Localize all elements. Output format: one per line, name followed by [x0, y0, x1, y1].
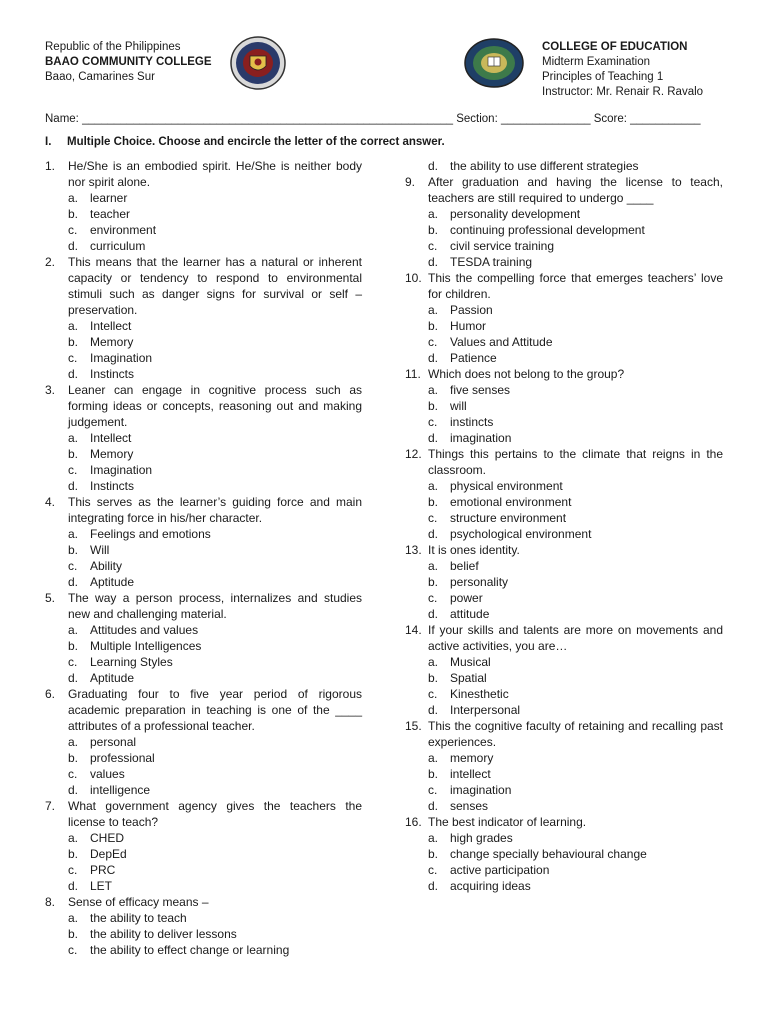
option-text: Passion: [450, 303, 493, 317]
option-letter: c.: [428, 415, 438, 429]
instructor-name: Instructor: Mr. Renair R. Ravalo: [542, 86, 704, 98]
option-text: LET: [90, 879, 113, 893]
option-text: Instincts: [90, 479, 135, 493]
answer-option[interactable]: [405, 782, 723, 798]
answer-option[interactable]: [405, 878, 723, 894]
question-text: The best indicator of learning.: [428, 815, 587, 829]
option-text: Interpersonal: [450, 703, 521, 717]
answer-option[interactable]: [45, 942, 362, 958]
option-letter: d.: [428, 255, 439, 269]
option-letter: a.: [68, 527, 79, 541]
answer-option[interactable]: [405, 494, 723, 510]
answer-option[interactable]: [45, 430, 362, 446]
course-header: [542, 40, 703, 100]
answer-option[interactable]: [405, 254, 723, 270]
option-text: values: [90, 767, 125, 781]
option-text: Values and Attitude: [450, 335, 553, 349]
answer-option[interactable]: [45, 910, 362, 926]
question-number: 11.: [405, 367, 421, 381]
answer-option[interactable]: [405, 302, 723, 318]
option-text: acquiring ideas: [450, 879, 531, 893]
option-text: attitude: [450, 607, 490, 621]
country-line: Republic of the Philippines: [45, 41, 181, 53]
question-number: 9.: [405, 175, 416, 189]
answer-option[interactable]: [405, 590, 723, 606]
option-text: DepEd: [90, 847, 127, 861]
option-letter: d.: [68, 367, 79, 381]
question-text: This serves as the learner’s guiding force and main integrating force in his/her character.: [68, 495, 362, 525]
question-6: [45, 686, 362, 734]
option-text: structure environment: [450, 511, 567, 525]
question-text: What government agency gives the teachers the license to teach?: [68, 799, 362, 829]
option-letter: d.: [68, 239, 79, 253]
option-letter: a.: [68, 735, 79, 749]
option-letter: b.: [68, 207, 79, 221]
option-text: the ability to effect change or learning: [90, 943, 290, 957]
answer-option[interactable]: [45, 318, 362, 334]
option-letter: d.: [428, 351, 439, 365]
option-text: physical environment: [450, 479, 563, 493]
question-number: 8.: [45, 895, 56, 909]
option-text: TESDA training: [450, 255, 533, 269]
option-text: curriculum: [90, 239, 146, 253]
answer-option[interactable]: [45, 862, 362, 878]
option-text: instincts: [450, 415, 494, 429]
answer-option[interactable]: [45, 526, 362, 542]
question-text: It is ones identity.: [428, 543, 520, 557]
question-text: After graduation and having the license to teach, teachers are still required to undergo ____: [428, 175, 723, 205]
answer-option[interactable]: [405, 750, 723, 766]
question-11: [405, 366, 723, 382]
question-8: [45, 894, 362, 910]
option-text: Learning Styles: [90, 655, 173, 669]
option-letter: b.: [68, 335, 79, 349]
answer-option[interactable]: [45, 638, 362, 654]
option-letter: c.: [68, 767, 78, 781]
option-text: imagination: [450, 783, 512, 797]
option-text: change specially behavioural change: [450, 847, 647, 861]
option-text: PRC: [90, 863, 116, 877]
option-text: civil service training: [450, 239, 555, 253]
question-7: [45, 798, 362, 830]
question-5: [45, 590, 362, 622]
question-number: 2.: [45, 255, 56, 269]
option-text: professional: [90, 751, 155, 765]
answer-option[interactable]: [405, 526, 723, 542]
question-text: Graduating four to five year period of rigorous academic preparation in teaching is one of the ____ attributes of a professional teacher.: [68, 687, 362, 733]
option-letter: a.: [428, 751, 439, 765]
answer-option[interactable]: [45, 462, 362, 478]
question-text: This the compelling force that emerges teachers’ love for children.: [428, 271, 723, 301]
question-3: [45, 382, 362, 430]
option-letter: a.: [68, 623, 79, 637]
question-text: Leaner can engage in cognitive process such as forming ideas or concepts, reasoning out and making judgement.: [68, 383, 362, 429]
question-12: [405, 446, 723, 478]
question-text: Which does not belong to the group?: [428, 367, 625, 381]
school-header: [45, 40, 212, 85]
option-text: continuing professional development: [450, 223, 645, 237]
option-text: Multiple Intelligences: [90, 639, 202, 653]
option-letter: b.: [428, 495, 439, 509]
option-letter: c.: [428, 239, 438, 253]
question-text: This the cognitive faculty of retaining and recalling past experiences.: [428, 719, 723, 749]
option-letter: a.: [68, 831, 79, 845]
question-text: He/She is an embodied spirit. He/She is neither body nor spirit alone.: [68, 159, 362, 189]
answer-option[interactable]: [405, 862, 723, 878]
option-letter: b.: [68, 751, 79, 765]
option-letter: c.: [428, 687, 438, 701]
option-letter: c.: [428, 511, 438, 525]
name-section-score-line: Name: __________________________________________________________ Section: ______________ Score: ___________: [45, 113, 701, 125]
question-14: [405, 622, 723, 654]
option-letter: c.: [428, 591, 438, 605]
answer-option[interactable]: [405, 334, 723, 350]
question-2: [45, 254, 362, 318]
option-text: belief: [450, 559, 479, 573]
question-10: [405, 270, 723, 302]
option-text: Instincts: [90, 367, 135, 381]
question-text: Sense of efficacy means –: [68, 895, 209, 909]
option-letter: b.: [68, 847, 79, 861]
option-text: memory: [450, 751, 494, 765]
question-number: 15.: [405, 719, 422, 733]
answer-option[interactable]: [405, 158, 723, 174]
school-name: BAAO COMMUNITY COLLEGE: [45, 56, 212, 68]
option-text: Feelings and emotions: [90, 527, 211, 541]
option-letter: d.: [428, 159, 439, 173]
question-4: [45, 494, 362, 526]
option-text: learner: [90, 191, 128, 205]
answer-option[interactable]: [45, 334, 362, 350]
answer-option[interactable]: [405, 606, 723, 622]
option-letter: b.: [428, 575, 439, 589]
option-letter: b.: [428, 767, 439, 781]
question-text: The way a person process, internalizes and studies new and challenging material.: [68, 591, 362, 621]
answer-option[interactable]: [45, 222, 362, 238]
answer-option[interactable]: [45, 190, 362, 206]
option-text: personality: [450, 575, 509, 589]
answer-option[interactable]: [45, 846, 362, 862]
option-text: the ability to deliver lessons: [90, 927, 237, 941]
option-text: Attitudes and values: [90, 623, 199, 637]
option-text: senses: [450, 799, 489, 813]
option-letter: a.: [428, 383, 439, 397]
option-letter: c.: [68, 943, 78, 957]
option-text: Imagination: [90, 463, 153, 477]
option-letter: d.: [428, 527, 439, 541]
answer-option[interactable]: [405, 798, 723, 814]
option-text: Aptitude: [90, 575, 135, 589]
option-letter: a.: [428, 303, 439, 317]
answer-option[interactable]: [45, 238, 362, 254]
option-text: the ability to use different strategies: [450, 159, 639, 173]
answer-option[interactable]: [405, 414, 723, 430]
option-text: teacher: [90, 207, 131, 221]
option-letter: a.: [428, 207, 439, 221]
answer-option[interactable]: [45, 622, 362, 638]
question-15: [405, 718, 723, 750]
option-letter: c.: [68, 351, 78, 365]
option-letter: c.: [68, 223, 78, 237]
option-letter: b.: [428, 399, 439, 413]
option-letter: d.: [68, 479, 79, 493]
question-number: 14.: [405, 623, 422, 637]
option-letter: b.: [428, 223, 439, 237]
option-text: Ability: [90, 559, 123, 573]
option-text: Memory: [90, 447, 134, 461]
answer-option[interactable]: [405, 686, 723, 702]
answer-option[interactable]: [405, 222, 723, 238]
answer-option[interactable]: [405, 558, 723, 574]
question-number: 6.: [45, 687, 56, 701]
option-text: environment: [90, 223, 157, 237]
option-letter: b.: [428, 319, 439, 333]
questions-column-left: [45, 158, 362, 958]
option-text: Memory: [90, 335, 134, 349]
option-text: intellect: [450, 767, 491, 781]
option-text: personality development: [450, 207, 581, 221]
option-text: psychological environment: [450, 527, 592, 541]
answer-option[interactable]: [45, 670, 362, 686]
question-text: This means that the learner has a natural or inherent capacity or tendency to respond to environmental stimuli such as danger signs for survival or self – preservation.: [68, 255, 362, 317]
answer-option[interactable]: [45, 542, 362, 558]
answer-option[interactable]: [405, 318, 723, 334]
answer-option[interactable]: [45, 878, 362, 894]
answer-option[interactable]: [45, 766, 362, 782]
option-text: Will: [90, 543, 110, 557]
question-1: [45, 158, 362, 190]
course-title: Principles of Teaching 1: [542, 71, 664, 83]
option-text: Spatial: [450, 671, 487, 685]
question-text: Things this pertains to the climate that reigns in the classroom.: [428, 447, 723, 477]
option-letter: b.: [428, 671, 439, 685]
question-number: 10.: [405, 271, 422, 285]
part-number: I.: [45, 136, 52, 148]
option-letter: c.: [428, 863, 438, 877]
option-text: emotional environment: [450, 495, 572, 509]
answer-option[interactable]: [405, 510, 723, 526]
baao-college-seal-icon: [230, 36, 286, 90]
option-letter: b.: [68, 639, 79, 653]
question-number: 12.: [405, 447, 422, 461]
answer-option[interactable]: [45, 926, 362, 942]
answer-option[interactable]: [45, 206, 362, 222]
option-text: CHED: [90, 831, 125, 845]
option-letter: a.: [68, 911, 79, 925]
option-letter: c.: [428, 335, 438, 349]
question-9: [405, 174, 723, 206]
answer-option[interactable]: [405, 766, 723, 782]
answer-option[interactable]: [405, 846, 723, 862]
school-address: Baao, Camarines Sur: [45, 71, 155, 83]
option-letter: d.: [68, 879, 79, 893]
option-letter: d.: [428, 703, 439, 717]
option-letter: c.: [68, 863, 78, 877]
option-letter: a.: [428, 831, 439, 845]
option-letter: d.: [428, 431, 439, 445]
option-text: Patience: [450, 351, 497, 365]
answer-option[interactable]: [45, 350, 362, 366]
answer-option[interactable]: [45, 750, 362, 766]
question-number: 5.: [45, 591, 56, 605]
option-letter: b.: [68, 447, 79, 461]
answer-option[interactable]: [45, 782, 362, 798]
option-letter: b.: [428, 847, 439, 861]
option-letter: d.: [68, 783, 79, 797]
option-text: Aptitude: [90, 671, 135, 685]
answer-option[interactable]: [405, 238, 723, 254]
option-text: Musical: [450, 655, 491, 669]
question-16: [405, 814, 723, 830]
answer-option[interactable]: [405, 830, 723, 846]
option-text: the ability to teach: [90, 911, 187, 925]
answer-option[interactable]: [405, 206, 723, 222]
option-text: Kinesthetic: [450, 687, 509, 701]
option-letter: d.: [68, 575, 79, 589]
answer-option[interactable]: [405, 430, 723, 446]
option-letter: d.: [428, 799, 439, 813]
option-letter: a.: [428, 559, 439, 573]
answer-option[interactable]: [405, 478, 723, 494]
option-letter: c.: [428, 783, 438, 797]
option-letter: a.: [68, 191, 79, 205]
answer-option[interactable]: [45, 478, 362, 494]
question-number: 16.: [405, 815, 422, 829]
answer-option[interactable]: [45, 734, 362, 750]
option-text: five senses: [450, 383, 511, 397]
question-13: [405, 542, 723, 558]
option-text: intelligence: [90, 783, 151, 797]
answer-option[interactable]: [405, 670, 723, 686]
option-letter: b.: [68, 927, 79, 941]
option-letter: d.: [68, 671, 79, 685]
exam-title: Midterm Examination: [542, 56, 651, 68]
question-number: 1.: [45, 159, 56, 173]
option-text: active participation: [450, 863, 550, 877]
option-letter: c.: [68, 655, 78, 669]
answer-option[interactable]: [45, 446, 362, 462]
answer-option[interactable]: [45, 830, 362, 846]
instruction: [45, 136, 445, 148]
answer-option[interactable]: [405, 382, 723, 398]
answer-option[interactable]: [45, 654, 362, 670]
option-text: Intellect: [90, 319, 132, 333]
question-text: If your skills and talents are more on movements and active activities, you are…: [428, 623, 723, 653]
option-text: high grades: [450, 831, 513, 845]
option-letter: d.: [428, 607, 439, 621]
option-letter: a.: [428, 479, 439, 493]
answer-option[interactable]: [405, 398, 723, 414]
question-number: 4.: [45, 495, 56, 509]
option-letter: a.: [68, 319, 79, 333]
option-letter: c.: [68, 559, 78, 573]
option-text: Intellect: [90, 431, 132, 445]
answer-option[interactable]: [405, 702, 723, 718]
option-letter: c.: [68, 463, 78, 477]
option-letter: a.: [428, 655, 439, 669]
questions-column-right: [405, 158, 723, 894]
question-number: 3.: [45, 383, 56, 397]
college-of-education-seal-icon: [464, 38, 524, 88]
question-number: 13.: [405, 543, 422, 557]
answer-option[interactable]: [45, 558, 362, 574]
option-letter: b.: [68, 543, 79, 557]
option-letter: a.: [68, 431, 79, 445]
option-text: Humor: [450, 319, 487, 333]
answer-option[interactable]: [405, 574, 723, 590]
college-name: COLLEGE OF EDUCATION: [542, 41, 688, 53]
answer-option[interactable]: [405, 654, 723, 670]
option-text: personal: [90, 735, 137, 749]
option-letter: d.: [428, 879, 439, 893]
question-number: 7.: [45, 799, 56, 813]
option-text: Imagination: [90, 351, 153, 365]
option-text: power: [450, 591, 483, 605]
instruction-text: Multiple Choice. Choose and encircle the letter of the correct answer.: [67, 136, 445, 148]
answer-option[interactable]: [45, 366, 362, 382]
option-text: imagination: [450, 431, 512, 445]
answer-option[interactable]: [405, 350, 723, 366]
answer-option[interactable]: [45, 574, 362, 590]
option-text: will: [450, 399, 467, 413]
